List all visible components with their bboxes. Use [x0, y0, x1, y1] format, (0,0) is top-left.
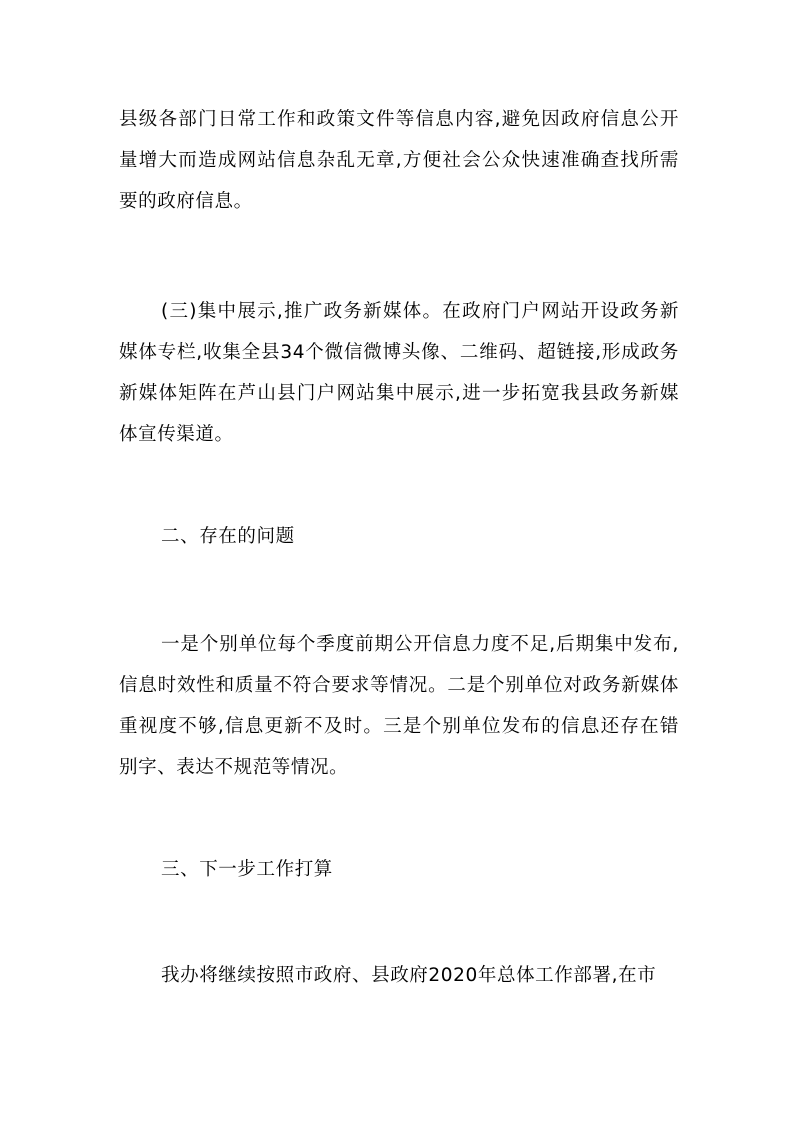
paragraph-next-steps: 我办将继续按照市政府、县政府2020年总体工作部署,在市: [161, 965, 657, 986]
paragraph-new-media-display: (三)集中展示,推广政务新媒体。在政府门户网站开设政务新媒体专栏,收集全县34个微信微博头像、二维码、超链接,形成政务新媒体矩阵在芦山县门户网站集中展示,进一步拓宽我县政务新媒体宣传渠道。: [119, 301, 679, 445]
section-heading-problems: 二、存在的问题: [161, 526, 295, 547]
paragraph-problems: 一是个别单位每个季度前期公开信息力度不足,后期集中发布,信息时效性和质量不符合要求等情况。二是个别单位对政务新媒体重视度不够,信息更新不及时。三是个别单位发布的信息还存在错别字、表达不规范等情况。: [119, 634, 679, 778]
section-heading-next-steps: 三、下一步工作打算: [161, 859, 333, 880]
paragraph-info-content: 县级各部门日常工作和政策文件等信息内容,避免因政府信息公开量增大而造成网站信息杂乱无章,方便社会公众快速准确查找所需要的政府信息。: [119, 109, 679, 212]
